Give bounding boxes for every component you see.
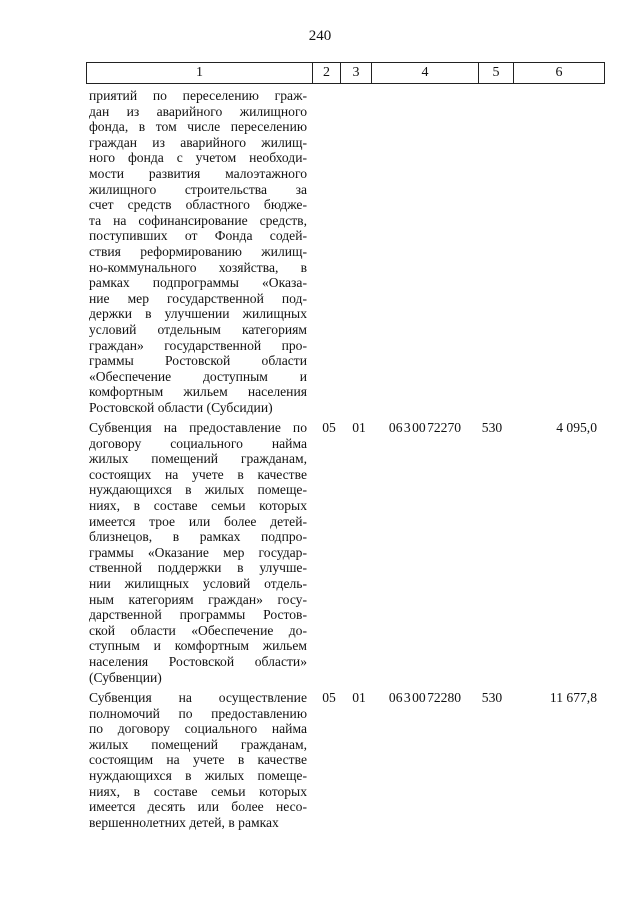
- table-row-3-description: [89, 690, 307, 830]
- description-line: граммы Ростовской области: [89, 353, 307, 369]
- description-line: условий отдельным категориям: [89, 321, 307, 337]
- description-line: состоящих на учете в качестве: [89, 466, 307, 482]
- description-line: дарственной программы Ростов-: [89, 607, 307, 623]
- description-line: ного фонда с учетом необходи-: [89, 150, 307, 166]
- description-line: граждан из аварийного жилищ-: [89, 134, 307, 150]
- table-row-2-col2: 05: [322, 420, 336, 435]
- description-line: договору социального найма: [89, 435, 307, 451]
- description-line: близнецов, в рамках подпро-: [89, 529, 307, 545]
- description-line: ным категориям граждан» госу-: [89, 591, 307, 607]
- description-line: мости развития малоэтажного: [89, 165, 307, 181]
- table-row-2-col6: 4 095,0: [556, 420, 597, 435]
- description-line: ниях, в составе семьи которых: [89, 783, 307, 799]
- description-line: жилых помещений гражданам,: [89, 736, 307, 752]
- description-line: ствия реформированию жилищ-: [89, 243, 307, 259]
- description-line: нуждающихся в жилых помеще-: [89, 767, 307, 783]
- header-col-2: 2: [313, 63, 341, 84]
- description-line: состоящим на учете в качестве: [89, 752, 307, 768]
- description-line: поступивших от Фонда содей-: [89, 228, 307, 244]
- header-col-1: 1: [87, 63, 313, 84]
- description-line: но-коммунального хозяйства, в: [89, 259, 307, 275]
- table-row-2-description: [89, 420, 307, 685]
- description-line: полномочий по предоставлению: [89, 705, 307, 721]
- description-line: вершеннолетних детей, в рамках: [89, 814, 279, 830]
- description-line: населения Ростовской области»: [89, 653, 307, 669]
- description-line: ской области «Обеспечение до-: [89, 622, 307, 638]
- description-line: дан из аварийного жилищного: [89, 103, 307, 119]
- header-col-3: 3: [341, 63, 372, 84]
- description-line: приятий по переселению граж-: [89, 88, 307, 103]
- description-line: держки в улучшении жилищных: [89, 306, 307, 322]
- header-col-6: 6: [514, 63, 605, 84]
- description-line: Субвенция на осуществление: [89, 690, 307, 705]
- table-row-3-col5: 530: [481, 690, 503, 705]
- description-line: та на софинансирование средств,: [89, 212, 307, 228]
- description-line: нуждающихся в жилых помеще-: [89, 482, 307, 498]
- description-line: Ростовской области (Субсидии): [89, 399, 273, 415]
- description-line: жилищного строительства за: [89, 181, 307, 197]
- description-line: (Субвенции): [89, 669, 162, 685]
- description-line: нии жилищных условий отдель-: [89, 575, 307, 591]
- description-line: по договору социального найма: [89, 721, 307, 737]
- table-row-1-description: [89, 88, 307, 415]
- description-line: ние мер государственной под-: [89, 290, 307, 306]
- description-line: имеется трое или более детей-: [89, 513, 307, 529]
- description-line: жилых помещений гражданам,: [89, 451, 307, 467]
- description-line: рамках подпрограммы «Оказа-: [89, 275, 307, 291]
- table-row-2-col3: 01: [352, 420, 366, 435]
- description-line: комфортным жильем населения: [89, 384, 307, 400]
- table-row-3-col4: 06 3 00 72280: [388, 690, 462, 705]
- table-row-3-col3: 01: [352, 690, 366, 705]
- description-line: ственной поддержки в улучше-: [89, 560, 307, 576]
- description-line: счет средств областного бюдже-: [89, 197, 307, 213]
- header-col-5: 5: [479, 63, 514, 84]
- description-line: «Обеспечение доступным и: [89, 368, 307, 384]
- description-line: фонда, в том числе переселению: [89, 119, 307, 135]
- description-line: имеется десять или более несо-: [89, 799, 307, 815]
- description-line: Субвенция на предоставление по: [89, 420, 307, 435]
- description-line: граммы «Оказание мер государ-: [89, 544, 307, 560]
- table-row-3-col6: 11 677,8: [549, 690, 597, 705]
- page-number: 240: [308, 28, 332, 44]
- table-row-3-col2: 05: [322, 690, 336, 705]
- table-row-2-col5: 530: [481, 420, 503, 435]
- header-col-4: 4: [372, 63, 479, 84]
- description-line: ступным и комфортным жильем: [89, 638, 307, 654]
- description-line: ниях, в составе семьи которых: [89, 497, 307, 513]
- table-row-2-col4: 06 3 00 72270: [388, 420, 462, 435]
- description-line: граждан» государственной про-: [89, 337, 307, 353]
